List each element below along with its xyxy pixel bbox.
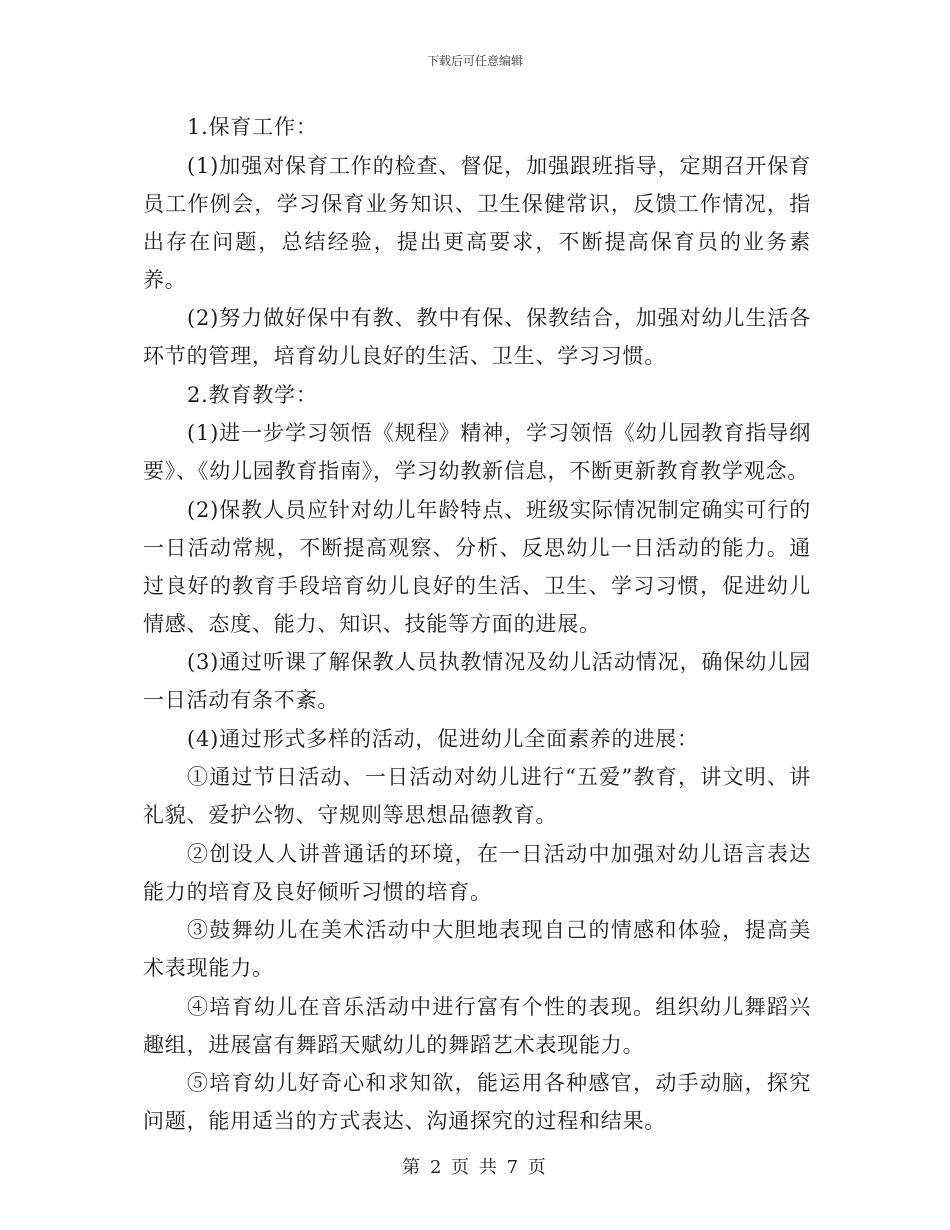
paragraph-item-2: ②创设人人讲普通话的环境，在一日活动中加强对幼儿语言表达能力的培育及良好倾听习惯的培育。 (143, 841, 811, 904)
paragraph-2-3: (3)通过听课了解保教人员执教情况及幼儿活动情况，确保幼儿园一日活动有条不紊。 (143, 650, 811, 712)
paragraph-2-4: (4)通过形式多样的活动，促进幼儿全面素养的进展： (187, 726, 699, 751)
paragraph-item-3: ③鼓舞幼儿在美术活动中大胆地表现自己的情感和体验，提高美术表现能力。 (143, 918, 811, 980)
paragraph-1-2: (2)努力做好保中有教、教中有保、保教结合，加强对幼儿生活各环节的管理，培育幼儿良好的生活、卫生、学习习惯。 (143, 306, 811, 368)
page-header: 下载后可任意编辑 (426, 54, 523, 68)
paragraph-item-1: ①通过节日活动、一日活动对幼儿进行“五爱”教育，讲文明、讲礼貌、爱护公物、守规则等思想品德教育。 (143, 765, 811, 827)
paragraph-item-5: ⑤培育幼儿好奇心和求知欲，能运用各种感官，动手动脑，探究问题，能用适当的方式表达、沟通探究的过程和结果。 (143, 1071, 811, 1133)
paragraph-section-1-title: 1.保育工作： (187, 115, 318, 139)
document-body (143, 108, 811, 1141)
page-number-footer: 第 2 页 共 7 页 (402, 1157, 548, 1178)
paragraph-section-2-title: 2.教育教学： (187, 382, 318, 407)
paragraph-2-2: (2)保教人员应针对幼儿年龄特点、班级实际情况制定确实可行的一日活动常规，不断提高观察、分析、反思幼儿一日活动的能力。通过良好的教育手段培育幼儿良好的生活、卫生、学习习惯，促进幼儿情感、态度、能力、知识、技能等方面的进展。 (143, 497, 811, 636)
paragraph-1-1: (1)加强对保育工作的检查、督促，加强跟班指导，定期召开保育员工作例会，学习保育业务知识、卫生保健常识，反馈工作情况，指出存在问题，总结经验，提出更高要求，不断提高保育员的业务素养。 (143, 153, 811, 292)
paragraph-2-1: (1)进一步学习领悟《规程》精神，学习领悟《幼儿园教育指导纲要》、《幼儿园教育指南》，学习幼教新信息，不断更新教育教学观念。 (143, 421, 811, 483)
paragraph-item-4: ④培育幼儿在音乐活动中进行富有个性的表现。组织幼儿舞蹈兴趣组，进展富有舞蹈天赋幼儿的舞蹈艺术表现能力。 (143, 994, 811, 1057)
